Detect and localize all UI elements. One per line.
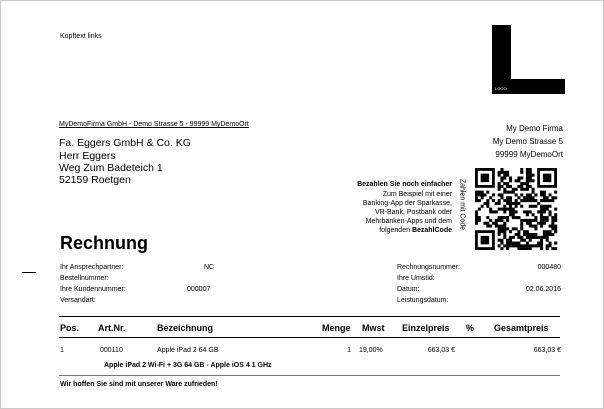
recipient-line: 52159 Roetgen [59, 174, 131, 186]
bezahlcode-line: folgenden BezahlCode [379, 227, 452, 234]
meta-value: NC [204, 264, 215, 271]
meta-label: Datum: [397, 286, 420, 293]
recipient-line: Weg Zum Badeteich 1 [59, 162, 163, 174]
cell-mwst: 19,00% [359, 347, 383, 354]
cell-artnr: 000110 [100, 347, 123, 354]
meta-label: Leistungsdatum: [397, 297, 449, 304]
table-top-rule [59, 316, 560, 317]
meta-value: 000480 [537, 264, 561, 271]
fold-mark [22, 272, 36, 273]
meta-label: Ihre Kundennummer: [60, 286, 126, 293]
meta-value: 02.06.2016 [525, 286, 561, 293]
bezahlcode-line: VR-Bank, Postbank oder [374, 209, 452, 216]
recipient-line: Fa. Eggers GmbH & Co. KG [59, 137, 191, 149]
col-header-gesamtpreis: Gesamtpreis [494, 323, 549, 333]
bezahlcode-line: Zum Beispiel mit einer [382, 191, 452, 198]
col-header-artnr: Art.Nr. [98, 323, 126, 333]
col-header-bezeichnung: Bezeichnung [157, 323, 214, 333]
sender-line: MyDemoFirma GmbH - Demo Strasse 5 - 99999 MyDemoOrt [59, 121, 249, 128]
cell-description: Apple iPad 2 Wi-Fi + 3G 64 GB - Apple iOS 4 1 GHz [104, 362, 272, 369]
qr-code-icon [473, 168, 559, 250]
bezahlcode-line: Banking-App der Sparkasse, [362, 200, 452, 207]
table-header-rule [59, 337, 560, 338]
logo-caption: LOGO [495, 86, 507, 91]
footer-note: Wir hoffen Sie sind mit unserer Ware zufrieden! [60, 381, 218, 388]
document-title: Rechnung [60, 233, 148, 253]
logo-placeholder [492, 25, 565, 94]
meta-label: Ihr Ansprechpartner: [60, 264, 124, 271]
meta-value: 000007 [187, 286, 211, 293]
meta-label: Versandart: [60, 297, 96, 304]
meta-label: Bestellnummer: [60, 275, 109, 282]
bezahlcode-line: Mehrbanken-Apps und dem [365, 218, 452, 225]
table-bottom-rule [59, 375, 560, 376]
cell-gesamtpreis: 663,03 € [533, 347, 561, 354]
col-header-menge: Menge [322, 323, 351, 333]
meta-label: Rechnungsnummer: [397, 264, 461, 271]
company-line: My Demo Firma [506, 124, 563, 133]
col-header-einzelpreis: Einzelpreis [402, 323, 450, 333]
header-text-left: Kopftext links [60, 33, 102, 40]
cell-pos: 1 [60, 347, 64, 354]
cell-menge: 1 [347, 347, 351, 354]
cell-einzelpreis: 663,03 € [427, 347, 455, 354]
col-header-pos: Pos. [60, 323, 80, 333]
bezahlcode-vertical-label: Zahlen mit Code [458, 178, 466, 231]
bezahlcode-title: Bezahlen Sie noch einfacher [357, 181, 452, 188]
recipient-line: Herr Eggers [59, 150, 116, 162]
col-header-percent: % [466, 323, 475, 333]
meta-label: Ihre Umstid: [397, 275, 435, 282]
company-line: 99999 MyDemoOrt [495, 150, 563, 159]
cell-bezeichnung: Apple iPad 2 64 GB [157, 347, 219, 354]
company-line: My Demo Strasse 5 [492, 137, 563, 146]
col-header-mwst: Mwst [362, 323, 385, 333]
